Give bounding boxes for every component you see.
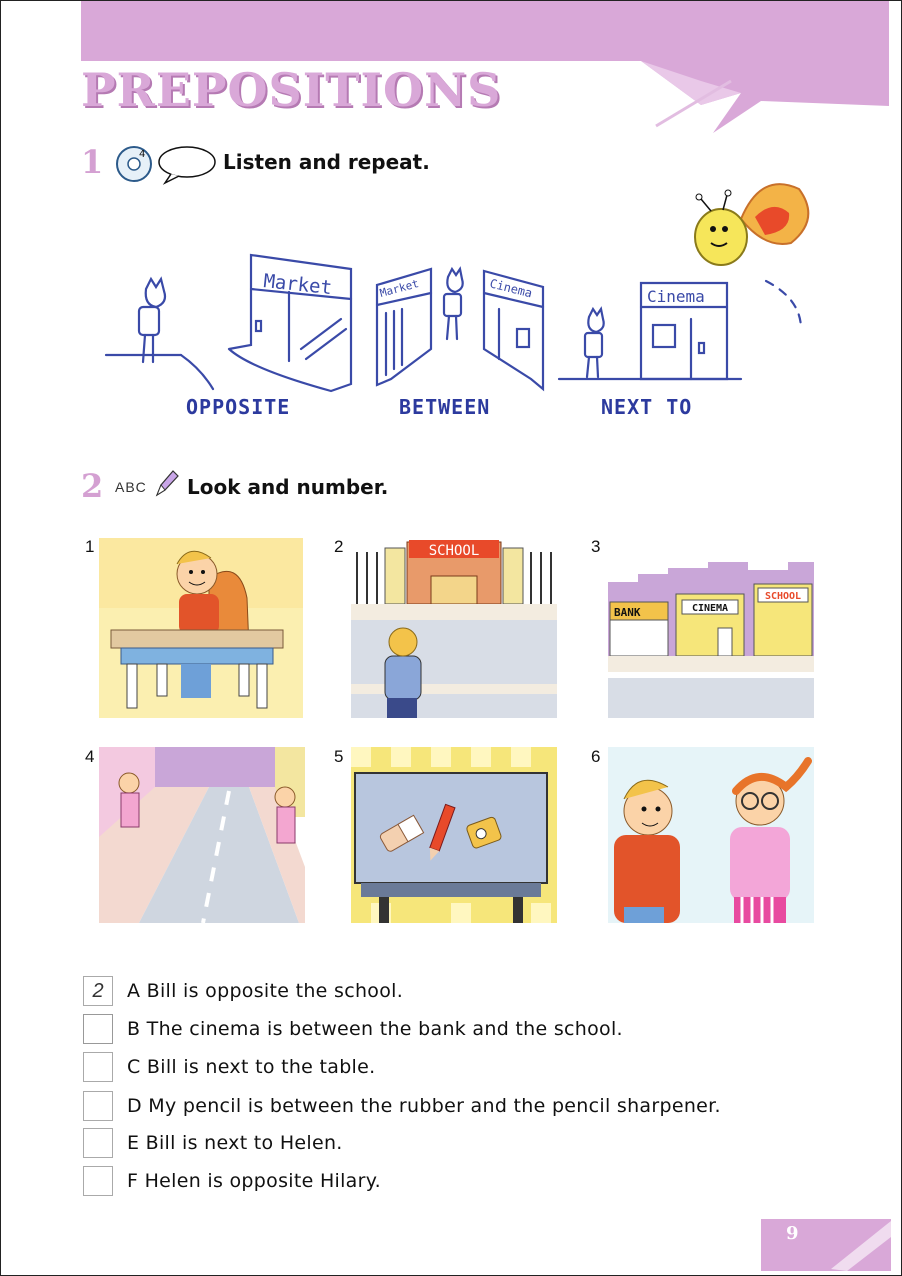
- label-opposite: OPPOSITE: [186, 395, 291, 419]
- sentence-b: B The cinema is between the bank and the school.: [127, 1018, 623, 1040]
- answer-box-e[interactable]: [83, 1128, 113, 1158]
- sentence-row-c: [83, 1051, 375, 1083]
- answer-box-d[interactable]: [83, 1091, 113, 1121]
- label-between: BETWEEN: [399, 395, 491, 419]
- page-corner-banner: [761, 1211, 891, 1271]
- picture-2-number: 2: [334, 537, 344, 556]
- exercise-2-number: 2: [81, 467, 104, 505]
- sentence-row-b: [83, 1013, 623, 1045]
- speech-bubble-icon: [159, 147, 215, 177]
- picture-2-boy-school: [351, 538, 557, 718]
- sign-cinema: CINEMA: [691, 603, 729, 614]
- sentence-d: D My pencil is between the rubber and the pencil sharpener.: [127, 1095, 721, 1117]
- picture-3-street: [608, 558, 814, 718]
- picture-3-number: 3: [591, 537, 601, 556]
- picture-6-bill-helen: [608, 747, 814, 923]
- sentence-row-a: [83, 975, 403, 1007]
- picture-4-number: 4: [85, 747, 95, 766]
- track-number: 4: [139, 149, 146, 160]
- answer-box-f[interactable]: [83, 1166, 113, 1196]
- sentence-row-e: [83, 1127, 343, 1159]
- sentence-row-f: [83, 1165, 381, 1197]
- sentence-e: E Bill is next to Helen.: [127, 1132, 343, 1154]
- picture-1-number: 1: [85, 537, 95, 556]
- sign-cinema: Cinema: [647, 287, 705, 306]
- page-title: PREPOSITIONS: [81, 63, 502, 117]
- sentence-a: A Bill is opposite the school.: [127, 980, 404, 1002]
- abc-label: ABC: [115, 479, 147, 495]
- label-next-to: NEXT TO: [601, 395, 693, 419]
- sign-school: SCHOOL: [428, 543, 480, 559]
- page-number: 9: [786, 1223, 799, 1244]
- sentence-row-d: [83, 1090, 721, 1122]
- answer-box-a[interactable]: 2: [83, 976, 113, 1006]
- sentence-f: F Helen is opposite Hilary.: [127, 1170, 381, 1192]
- sign-market: Market: [262, 270, 334, 300]
- picture-6-number: 6: [591, 747, 601, 766]
- picture-5-desk: [351, 747, 557, 923]
- pencil-icon: [153, 469, 179, 499]
- sign-school-small: SCHOOL: [764, 591, 802, 602]
- sign-cinema-small: Cinema: [488, 276, 534, 301]
- sentence-c: C Bill is next to the table.: [127, 1056, 376, 1078]
- sign-bank: BANK: [614, 606, 641, 619]
- exercise-2-instruction: Look and number.: [187, 475, 389, 499]
- answer-box-b[interactable]: [83, 1014, 113, 1044]
- picture-4-road: [99, 747, 305, 923]
- picture-5-number: 5: [334, 747, 344, 766]
- exercise-1-number: 1: [81, 143, 104, 181]
- answer-box-c[interactable]: [83, 1052, 113, 1082]
- exercise-1-instruction: Listen and repeat.: [223, 150, 430, 174]
- sign-market-small: Market: [378, 277, 421, 300]
- butterfly-icon: [695, 184, 808, 265]
- picture-1-boy-table: [99, 538, 303, 718]
